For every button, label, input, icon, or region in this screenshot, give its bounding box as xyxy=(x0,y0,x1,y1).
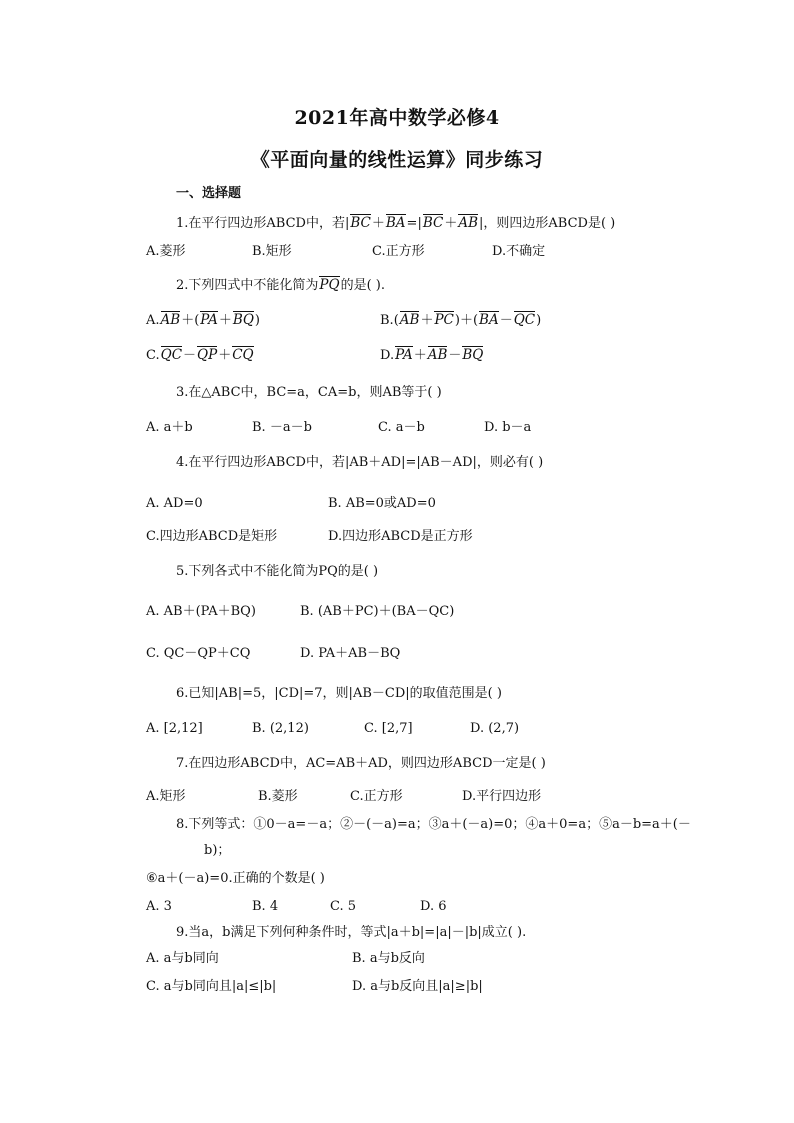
question-6-option-c: C. [2,7] xyxy=(364,721,413,736)
page-title: 2021年高中数学必修4 xyxy=(294,107,500,129)
question-2-option-d: D.PA＋AB－BQ xyxy=(380,347,484,363)
question-8-option-a: A. 3 xyxy=(146,899,172,914)
question-1-stem: 1.在平行四边形ABCD中，若|BC＋BA=|BC＋AB|，则四边形ABCD是( ) xyxy=(176,215,616,231)
question-3-option-a: A. a＋b xyxy=(146,420,193,435)
question-4-option-b: B. AB=0或AD=0 xyxy=(328,496,436,511)
question-4-option-d: D.四边形ABCD是正方形 xyxy=(328,529,473,544)
question-2-option-b: B.(AB＋PC)＋(BA－QC) xyxy=(380,312,542,328)
question-7-stem: 7.在四边形ABCD中，AC=AB＋AD，则四边形ABCD一定是( ) xyxy=(176,756,546,771)
question-4-stem: 4.在平行四边形ABCD中，若|AB＋AD|=|AB－AD|，则必有( ) xyxy=(176,455,544,470)
question-8-stem-line3: ⑥a＋(－a)=0.正确的个数是( ) xyxy=(146,871,325,886)
question-4-option-c: C.四边形ABCD是矩形 xyxy=(146,529,278,544)
question-9-option-d: D. a与b反向且|a|≥|b| xyxy=(352,979,483,994)
question-6-option-a: A. [2,12] xyxy=(146,721,203,736)
question-8-stem-line1: 8.下列等式：①0－a=－a；②－(－a)=a；③a＋(－a)=0；④a＋0=a；⑤a－b=a＋(－ xyxy=(176,817,691,832)
question-7-option-c: C.正方形 xyxy=(350,789,403,804)
question-1-option-b: B.矩形 xyxy=(252,244,292,259)
question-9-option-c: C. a与b同向且|a|≤|b| xyxy=(146,979,277,994)
question-1-option-c: C.正方形 xyxy=(372,244,425,259)
question-5-stem: 5.下列各式中不能化简为PQ的是( ) xyxy=(176,564,379,579)
page-subtitle: 《平面向量的线性运算》同步练习 xyxy=(250,149,544,171)
section-heading: 一、选择题 xyxy=(176,186,242,201)
question-7-option-a: A.矩形 xyxy=(146,789,186,804)
question-5-option-a: A. AB＋(PA＋BQ) xyxy=(146,604,256,619)
question-9-stem: 9.当a，b满足下列何种条件时，等式|a＋b|=|a|－|b|成立( ). xyxy=(176,925,527,940)
question-3-option-d: D. b－a xyxy=(484,420,532,435)
question-5-option-b: B. (AB＋PC)＋(BA－QC) xyxy=(300,604,455,619)
question-8-option-b: B. 4 xyxy=(252,899,279,914)
question-9-option-b: B. a与b反向 xyxy=(352,951,425,966)
question-6-option-b: B. (2,12) xyxy=(252,721,309,736)
question-2-option-a: A.AB＋(PA＋BQ) xyxy=(146,312,260,328)
question-1-option-a: A.菱形 xyxy=(146,244,186,259)
question-3-option-c: C. a－b xyxy=(378,420,425,435)
question-1-option-d: D.不确定 xyxy=(492,244,546,259)
question-7-option-d: D.平行四边形 xyxy=(462,789,542,804)
question-8-option-c: C. 5 xyxy=(330,899,357,914)
question-7-option-b: B.菱形 xyxy=(258,789,298,804)
question-9-option-a: A. a与b同向 xyxy=(146,951,219,966)
question-4-option-a: A. AD=0 xyxy=(146,496,203,511)
question-3-option-b: B. －a－b xyxy=(252,420,312,435)
question-8-option-d: D. 6 xyxy=(420,899,447,914)
question-5-option-c: C. QC－QP＋CQ xyxy=(146,646,251,661)
question-3-stem: 3.在△ABC中，BC=a，CA=b，则AB等于( ) xyxy=(176,385,442,400)
question-2-option-c: C.QC－QP＋CQ xyxy=(146,347,254,363)
question-8-stem-line2: b)； xyxy=(204,843,231,858)
question-2-stem: 2.下列四式中不能化简为PQ的是( ). xyxy=(176,277,385,293)
question-6-stem: 6.已知|AB|=5，|CD|=7，则|AB－CD|的取值范围是( ) xyxy=(176,686,502,701)
question-5-option-d: D. PA＋AB－BQ xyxy=(300,646,401,661)
question-6-option-d: D. (2,7) xyxy=(470,721,520,736)
